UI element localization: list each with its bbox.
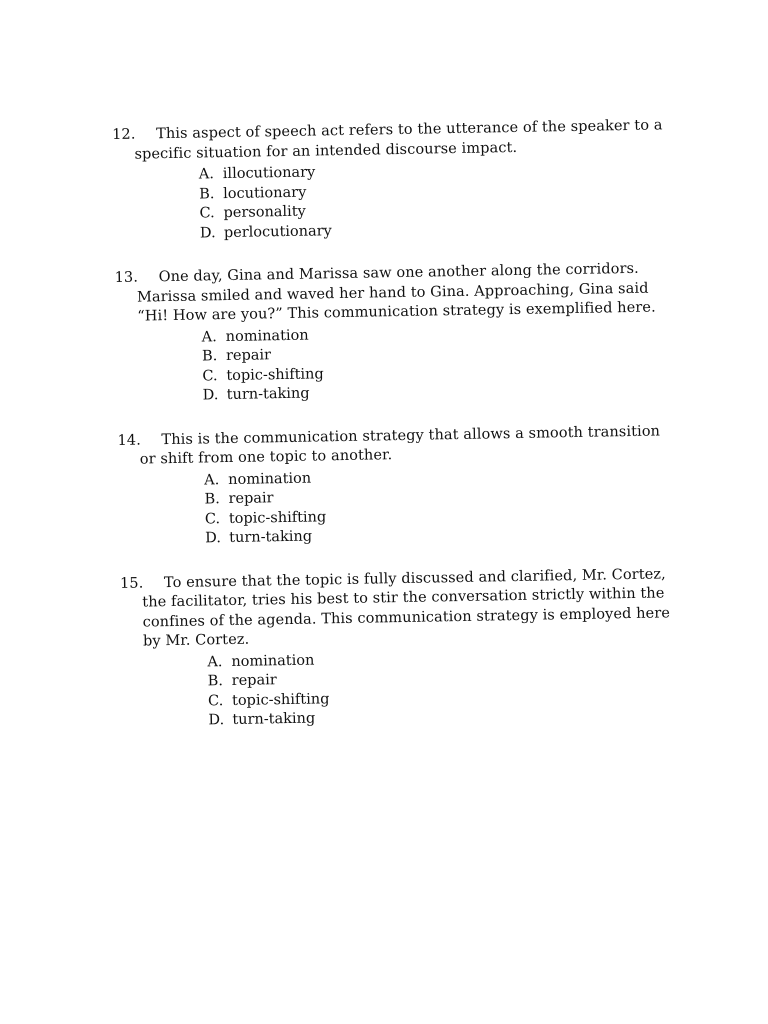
choice-text: topic-shifting [231, 690, 330, 709]
question-stem [120, 565, 681, 653]
choice-letter: D. [205, 530, 222, 547]
choice-letter: D. [208, 712, 225, 729]
choice-letter: A. [201, 328, 217, 345]
question-stem [114, 259, 675, 327]
answer-choices [204, 463, 679, 549]
choice-text: turn-taking [232, 710, 316, 728]
choice-text: nomination [231, 652, 315, 670]
choice-text: perlocutionary [223, 222, 332, 241]
choice-text: personality [223, 203, 306, 222]
question-text: To ensure that the topic is fully discussed and clarified, Mr. Cortez, the facilitator, tries his best to stir the conversation strictly within the confines of the agenda. This communication strategy is employed here by Mr. Cortez. [142, 565, 671, 650]
question-14 [117, 422, 679, 551]
choice-letter: B. [199, 185, 215, 202]
choice-letter: D. [199, 224, 216, 241]
answer-choices [202, 320, 677, 406]
question-number: 13. [114, 269, 139, 286]
choice-letter: D. [202, 387, 219, 404]
choice-letter: A. [198, 166, 215, 183]
choice-text: repair [228, 490, 274, 508]
choice-text: topic-shifting [226, 365, 324, 384]
choice-text: repair [225, 347, 272, 365]
choice-letter: C. [204, 510, 221, 527]
choice-letter: A. [204, 471, 220, 488]
choice-letter: B. [201, 348, 218, 365]
question-stem [117, 422, 678, 471]
question-number: 14. [117, 432, 141, 449]
choice-text: locutionary [223, 184, 307, 202]
choice-text: topic-shifting [228, 508, 327, 527]
choice-letter: B. [207, 673, 224, 690]
question-13 [114, 259, 676, 407]
answer-choices [207, 645, 682, 731]
question-number: 12. [112, 126, 136, 143]
choice-letter: C. [207, 692, 224, 709]
answer-choices [199, 157, 674, 243]
choice-text: illocutionary [222, 164, 316, 183]
question-number: 15. [119, 575, 144, 592]
choice-text: nomination [225, 327, 309, 345]
question-15 [120, 565, 683, 733]
choice-text: turn-taking [226, 385, 310, 404]
choice-letter: C. [202, 367, 218, 384]
question-text: One day, Gina and Marissa saw one another along the corridors. Marissa smiled and waved her hand to Gina. Approaching, Gina said “Hi! How are you?” This communication strategy is exemplified here. [136, 260, 656, 325]
choice-text: turn-taking [229, 528, 313, 547]
question-list [112, 116, 683, 756]
question-12 [112, 116, 674, 245]
choice-text: nomination [228, 470, 312, 488]
choice-letter: A. [207, 653, 223, 670]
question-text: This is the communication strategy that allows a smooth transition or shift from one topic to another. [139, 422, 661, 468]
choice-letter: B. [204, 491, 220, 508]
choice-text: repair [231, 672, 277, 689]
choice-letter: C. [199, 205, 215, 222]
question-text: This aspect of speech act refers to the utterance of the speaker to a specific situation for an intended discourse impact. [134, 117, 663, 163]
